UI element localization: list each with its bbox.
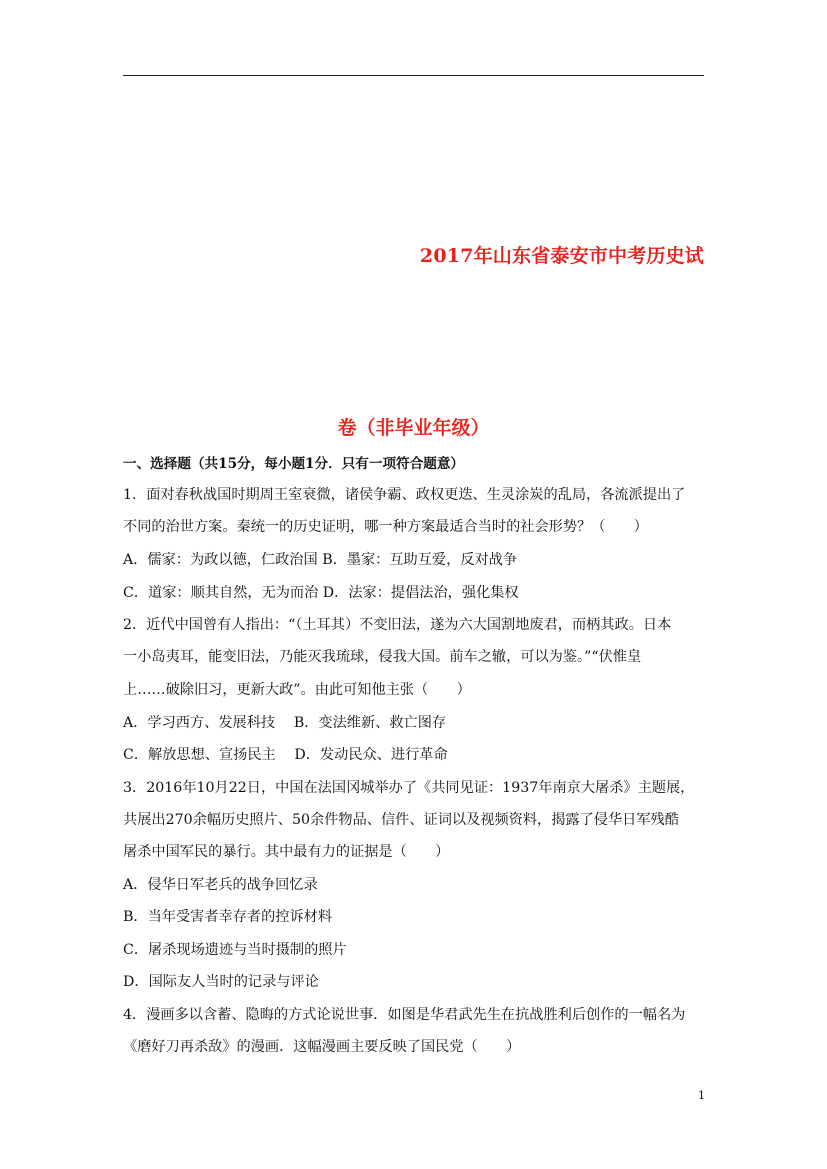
- q4-stem-line-2: 《磨好刀再杀敌》的漫画．这幅漫画主要反映了国民党（ ）: [123, 1039, 521, 1055]
- page-number: 1: [698, 1089, 705, 1102]
- q2-stem-line-2: 一小岛夷耳，能变旧法，乃能灭我琉球，侵我大国。前车之辙，可以为鉴。”“伏惟皇: [123, 649, 642, 665]
- q1-options-cd: C．道家：顺其自然，无为而治 D．法家：提倡法治，强化集权: [123, 585, 519, 601]
- q1-stem-line-1: 1．面对春秋战国时期周王室衰微，诸侯争霸、政权更迭、生灵涂炭的乱局，各流派提出了: [123, 487, 686, 503]
- q3-option-d: D．国际友人当时的记录与评论: [123, 974, 319, 990]
- q2-stem-line-1: 2．近代中国曾有人指出：“（土耳其）不变旧法，遂为六大国割地废君，而柄其政。日本: [123, 617, 672, 633]
- q2-options-cd: C．解放思想、宣扬民主 D．发动民众、进行革命: [123, 747, 448, 763]
- q1-options-ab: A．儒家：为政以德，仁政治国 B．墨家：互助互爱，反对战争: [123, 552, 518, 568]
- q3-option-b: B．当年受害者幸存者的控诉材料: [123, 909, 333, 925]
- header-rule: [123, 75, 704, 76]
- section-heading: 一、选择题（共15分，每小题1分．只有一项符合题意）: [123, 456, 465, 472]
- q2-options-ab: A．学习西方、发展科技 B．变法维新、救亡图存: [123, 715, 447, 731]
- exam-title-line-2: 卷（非毕业年级）: [337, 417, 490, 439]
- q4-stem-line-1: 4．漫画多以含蓄、隐晦的方式论说世事．如图是华君武先生在抗战胜利后创作的一幅名为: [123, 1007, 686, 1023]
- q3-option-a: A．侵华日军老兵的战争回忆录: [123, 877, 318, 893]
- q2-stem-line-3: 上……破除旧习，更新大政”。由此可知他主张（ ）: [123, 682, 471, 698]
- exam-title-line-1: 2017年山东省泰安市中考历史试: [419, 245, 704, 267]
- q3-stem-line-1: 3．2016年10月22日，中国在法国冈城举办了《共同见证：1937年南京大屠杀》主题展，: [123, 780, 695, 796]
- q3-stem-line-2: 共展出270余幅历史照片、50余件物品、信件、证词以及视频资料，揭露了侵华日军残酷: [123, 812, 679, 828]
- q3-stem-line-3: 屠杀中国军民的暴行。其中最有力的证据是（ ）: [123, 844, 450, 860]
- q3-option-c: C．屠杀现场遗迹与当时摄制的照片: [123, 942, 347, 958]
- q1-stem-line-2: 不同的治世方案。秦统一的历史证明，哪一种方案最适合当时的社会形势？（ ）: [123, 519, 648, 535]
